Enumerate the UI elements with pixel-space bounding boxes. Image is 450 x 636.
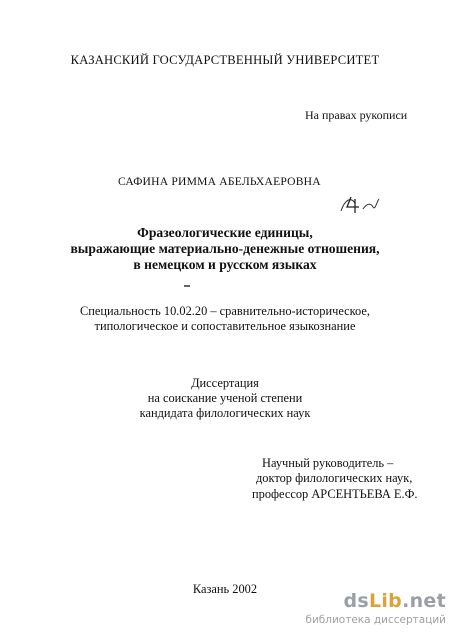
title-line-1: Фразеологические единицы, — [137, 225, 313, 240]
watermark-tagline: библиотека диссертаций — [305, 614, 446, 626]
university-name: КАЗАНСКИЙ ГОСУДАРСТВЕННЫЙ УНИВЕРСИТЕТ — [70, 53, 380, 67]
specialty-line-1: Специальность 10.02.20 – сравнительно-историческое, — [80, 304, 370, 318]
city-and-year: Казань 2002 — [192, 582, 258, 596]
title-line-3: в немецком и русском языках — [133, 257, 317, 272]
scan-dash-mark — [184, 285, 190, 287]
supervisor-line-2: доктор филологических наук, — [256, 471, 413, 485]
dslib-watermark — [300, 590, 448, 632]
handwritten-number-mark — [337, 193, 381, 215]
watermark-logo-prefix: ds — [343, 590, 369, 612]
dissertation-line-3: кандидата филологических наук — [139, 406, 311, 420]
watermark-logo — [343, 590, 446, 612]
supervisor-line-3: профессор АРСЕНТЬЕВА Е.Ф. — [252, 487, 418, 501]
dissertation-line-1: Диссертация — [191, 376, 259, 390]
author-name: САФИНА РИММА АБЕЛЬХАЕРОВНА — [118, 175, 321, 188]
specialty-line-2: типологическое и сопоставительное языкознание — [94, 319, 356, 333]
watermark-logo-suffix: .net — [402, 590, 446, 612]
dissertation-line-2: на соискание ученой степени — [147, 391, 303, 405]
manuscript-rights-note: На правах рукописи — [305, 108, 408, 122]
supervisor-line-1: Научный руководитель – — [262, 456, 394, 470]
watermark-logo-accent: Lib — [368, 590, 403, 612]
title-line-2: выражающие материально-денежные отношения, — [70, 241, 380, 256]
